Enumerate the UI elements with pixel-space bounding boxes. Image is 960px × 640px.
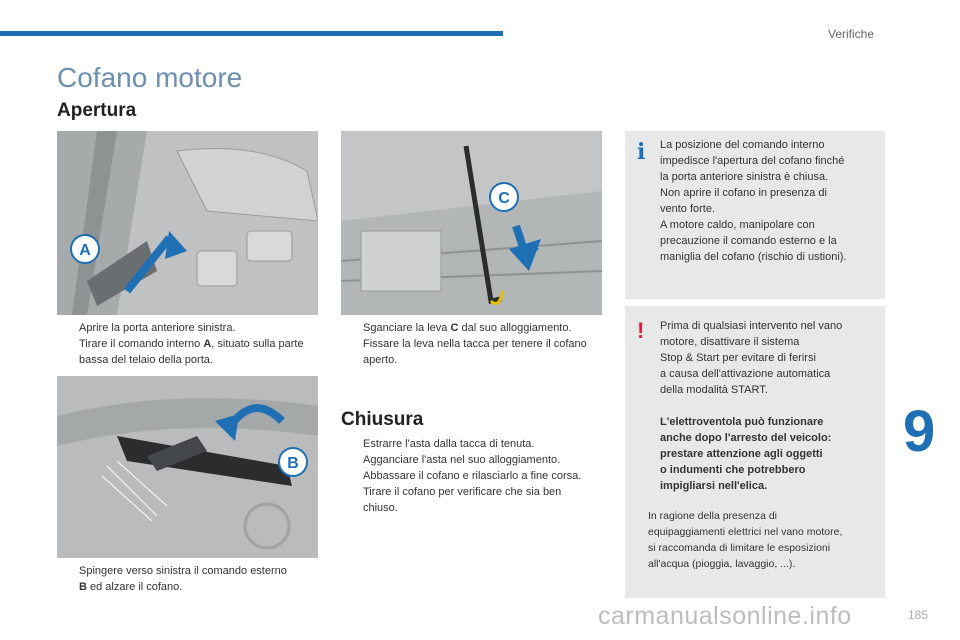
watermark: carmanualsonline.info — [598, 602, 852, 630]
steps-apertura-exterior — [57, 563, 287, 595]
warning-small-text: In ragione della presenza di equipaggiamenti elettrici nel vano motore, si raccomanda di limitare le esposizioni all'acqua (pioggia, lavaggio, ...). — [648, 510, 843, 570]
steps-apertura-lever — [341, 320, 606, 368]
heading-chiusura: Chiusura — [341, 409, 424, 430]
info-box — [625, 131, 885, 299]
steps-apertura-interior — [57, 320, 317, 368]
list-item: Spingere verso sinistra il comando esterno B ed alzare il cofano. — [79, 565, 287, 593]
list-item: Tirare il cofano per verificare che sia ben chiuso. — [363, 486, 562, 514]
list-item: Fissare la leva nella tacca per tenere il cofano aperto. — [363, 338, 587, 366]
warning-box — [625, 306, 885, 598]
list-item: Agganciare l'asta nel suo alloggiamento. — [363, 454, 561, 466]
heading-apertura: Apertura — [57, 100, 137, 121]
label-b: B — [287, 455, 299, 472]
label-a: A — [79, 242, 91, 259]
list-item: Abbassare il cofano e rilasciarlo a fine corsa. — [363, 470, 582, 482]
page-title: Cofano motore — [57, 62, 243, 93]
label-c: C — [498, 190, 510, 207]
warning-bold-text: L'elettroventola può funzionare anche dopo l'arresto del veicolo: prestare attenzione agli oggetti o indumenti che potrebbero impigliarsi nell'elica. — [660, 416, 832, 492]
section-header: Verifiche — [828, 27, 875, 41]
info-text: La posizione del comando interno impedisce l'apertura del cofano finché la porta anteriore sinistra è chiusa. Non aprire il cofano in presenza di vento forte. A motore caldo, manipolare con precauzione il comando esterno e la maniglia del cofano (rischio di ustioni). — [660, 139, 847, 263]
warning-icon: ! — [637, 318, 645, 343]
warning-text: Prima di qualsiasi intervento nel vano motore, disattivare il sistema Stop & Start per evitare di ferirsi a causa dell'attivazione automatica della modalità START. — [660, 320, 843, 396]
header-accent-bar — [0, 31, 503, 36]
chapter-number: 9 — [903, 399, 936, 464]
page-number: 185 — [908, 608, 929, 622]
photo-prop-rod-c — [341, 131, 602, 315]
list-item: Tirare il comando interno A, situato sulla parte bassa del telaio della porta. — [79, 338, 304, 366]
photo-exterior-release-b — [57, 376, 318, 558]
photo-interior-release-a — [57, 131, 318, 315]
list-item: Estrarre l'asta dalla tacca di tenuta. — [363, 438, 535, 450]
info-icon: i — [637, 139, 646, 165]
list-item: Aprire la porta anteriore sinistra. — [79, 322, 236, 334]
list-item: Sganciare la leva C dal suo alloggiamento. — [363, 322, 572, 334]
steps-chiusura — [341, 436, 596, 516]
